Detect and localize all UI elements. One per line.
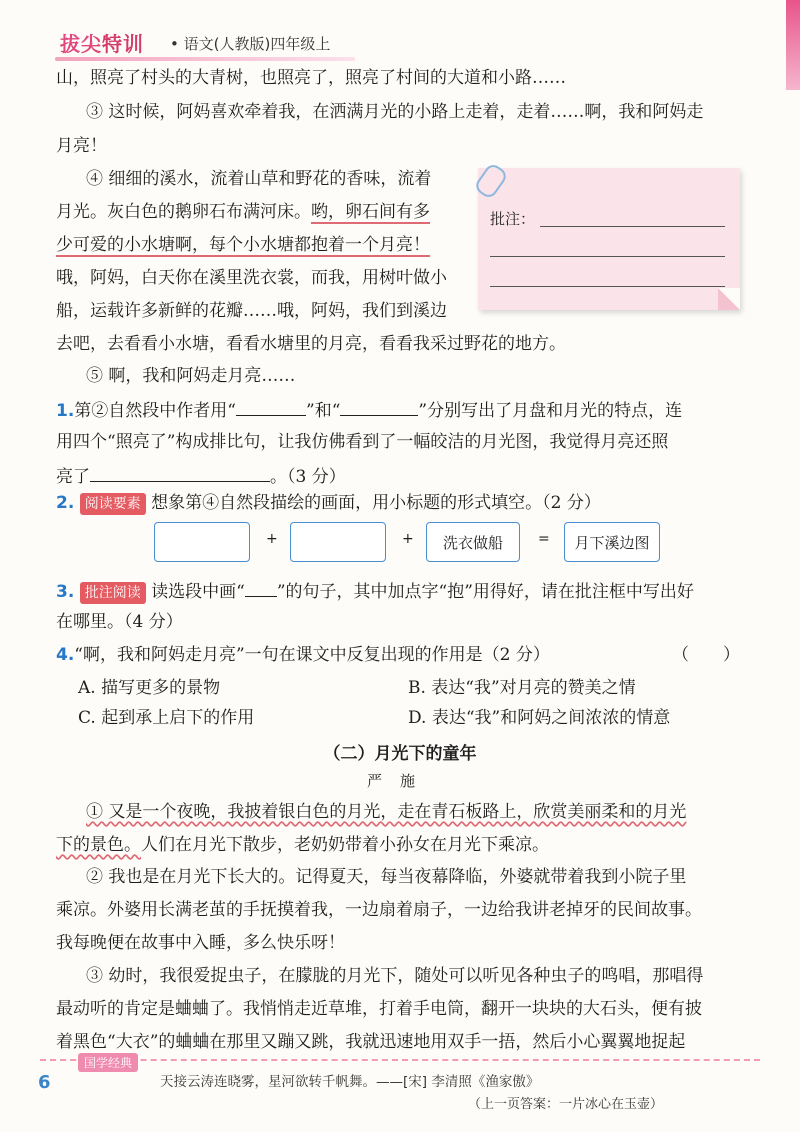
p4-line2-a: 月光。灰白色的鹅卵石布满河床。 [56,202,311,222]
plus-sign: + [266,531,278,547]
passage1-p4-line3 [56,233,430,257]
q1-text-d: 亮了 [56,467,90,487]
p4-underlined-start: 哟，卵石间有多 [311,202,430,222]
passage2-p2-line2: 乘凉。外婆用长满老茧的手抚摸着我，一边扇着扇子，一边给我讲老掉牙的民间故事。 [56,900,702,920]
question-1-number: 1. [56,401,75,421]
annotation-line [490,286,725,287]
passage2-p3-line1: ③ 幼时，我很爱捉虫子，在朦胧的月光下，随处可以听见各种虫子的鸣唱，那唱得 [86,966,704,986]
equals-sign: = [538,531,550,547]
q4-text: “啊，我和阿妈走月亮”一句在课文中反复出现的作用是（2 分） [74,645,550,665]
header-bar [55,57,355,61]
passage2-p1-line2 [56,833,549,857]
q4-option-c[interactable]: C. 起到承上启下的作用 [78,708,255,728]
p4-underlined-sentence: 少可爱的小水塘啊，每个小水塘都抱着一个月亮！ [56,235,430,255]
header-subtitle: • 语文(人教版)四年级上 [170,35,331,53]
q1-text-b: ”和“ [306,401,341,421]
passage2-p3-line2: 最动听的肯定是蛐蛐了。我悄悄走近草堆，打着手电筒，翻开一块块的大石头，便有披 [56,999,702,1019]
q4-option-b[interactable]: B. 表达“我”对月亮的赞美之情 [408,678,636,698]
passage1-line1: 山，照亮了村头的大青树，也照亮了，照亮了村间的大道和小路…… [56,68,566,88]
q4-answer-paren[interactable]: （ ） [672,645,740,665]
reading-elements-tag: 阅读要素 [80,493,146,515]
question-1-line3 [56,463,346,489]
question-2-number: 2. [56,493,75,513]
q1-text-a: 第②自然段中作者用“ [74,401,236,421]
passage2-author: 严施 [366,772,433,790]
annotation-reading-tag: 批注阅读 [80,582,146,604]
q4-option-a[interactable]: A. 描写更多的景物 [78,678,221,698]
passage1-p3-line2: 月亮！ [56,136,107,156]
passage1-p4-line5: 船，运载许多新鲜的花瓣……哦，阿妈，我们到溪边 [56,301,447,321]
question-3-line1 [56,578,694,604]
q4-option-d[interactable]: D. 表达“我”和阿妈之间浓浓的情意 [408,708,671,728]
page-number: 6 [38,1072,51,1093]
q3-text-b: ”的句子，其中加点字“抱”用得好，请在批注框中写出好 [276,582,694,602]
q2-box-result: 月下溪边图 [564,522,660,562]
passage2-p1-line1 [86,800,686,824]
question-4-number: 4. [56,645,75,665]
annotation-line [490,256,725,257]
q3-text-a: 读选段中画“ [151,582,245,602]
question-1-line1 [56,397,682,423]
page-fold [718,288,740,310]
passage2-p2-line1: ② 我也是在月光下长大的。记得夏天，每当夜幕降临，外婆就带着我到小院子里 [86,867,687,887]
plus-sign: + [402,531,414,547]
question-1-line2: 用四个“照亮了”构成排比句，让我仿佛看到了一幅皎洁的月光图，我觉得月亮还照 [56,432,669,452]
passage2-title: （二）月光下的童年 [323,744,477,764]
q1-blank-2[interactable] [340,397,418,416]
q1-blank-1[interactable] [236,397,306,416]
q2-box-wash-boat: 洗衣做船 [426,522,520,562]
logo-part-a: 拔尖 [60,32,102,56]
q2-text: 想象第④自然段描绘的画面，用小标题的形式填空。（2 分） [151,493,601,513]
q3-blank [245,578,277,597]
question-3-line2: 在哪里。（4 分） [56,612,183,632]
question-2-line1 [56,491,601,515]
annotation-label: 批注： [490,210,536,228]
previous-page-answer: （上一页答案：一片冰心在玉壶） [468,1097,664,1112]
classics-tag: 国学经典 [78,1053,138,1072]
p1-wavy-sentence-a: ① 又是一个夜晚，我披着银白色的月光，走在青石板路上，欣赏美丽柔和的月光 [86,802,687,822]
footer-divider [40,1059,760,1061]
question-4-line1 [56,643,550,667]
q2-answer-box-2[interactable] [290,522,386,562]
q1-text-c: ”分别写出了月盘和月光的特点，连 [418,401,683,421]
q1-blank-3[interactable] [90,463,270,482]
annotation-line [540,226,725,227]
passage1-p4-line2 [56,200,430,224]
logo-part-b: 特训 [102,32,144,56]
p1-text: 人们在月光下散步，老奶奶带着小孙女在月光下乘凉。 [141,835,549,855]
q2-answer-box-1[interactable] [154,522,250,562]
passage1-p4-line6: 去吧，去看看小水塘，看看水塘里的月亮，看看我采过野花的地方。 [56,334,566,354]
footer-quote: 天接云涛连晓雾，星河欲转千帆舞。——[宋] 李清照《渔家傲》 [160,1074,540,1090]
passage1-p3-line1: ③ 这时候，阿妈喜欢牵着我，在洒满月光的小路上走着，走着……啊，我和阿妈走 [86,102,704,122]
annotation-box[interactable] [478,168,740,310]
page-edge-tab [786,0,800,90]
q1-text-e: 。（3 分） [270,467,346,487]
passage1-p5-line1: ⑤ 啊，我和阿妈走月亮…… [86,366,296,386]
p1-wavy-sentence-b: 下的景色。 [56,835,141,855]
passage2-p2-line3: 我每晚便在故事中入睡，多么快乐呀！ [56,933,345,953]
passage1-p4-line1: ④ 细细的溪水，流着山草和野花的香味，流着 [86,169,432,189]
passage1-p4-line4: 哦，阿妈，白天你在溪里洗衣裳，而我，用树叶做小 [56,268,447,288]
passage2-p3-line3: 着黑色“大衣”的蛐蛐在那里又蹦又跳，我就迅速地用双手一捂，然后小心翼翼地捉起 [56,1032,686,1052]
header-logo [60,28,144,57]
question-3-number: 3. [56,582,75,602]
